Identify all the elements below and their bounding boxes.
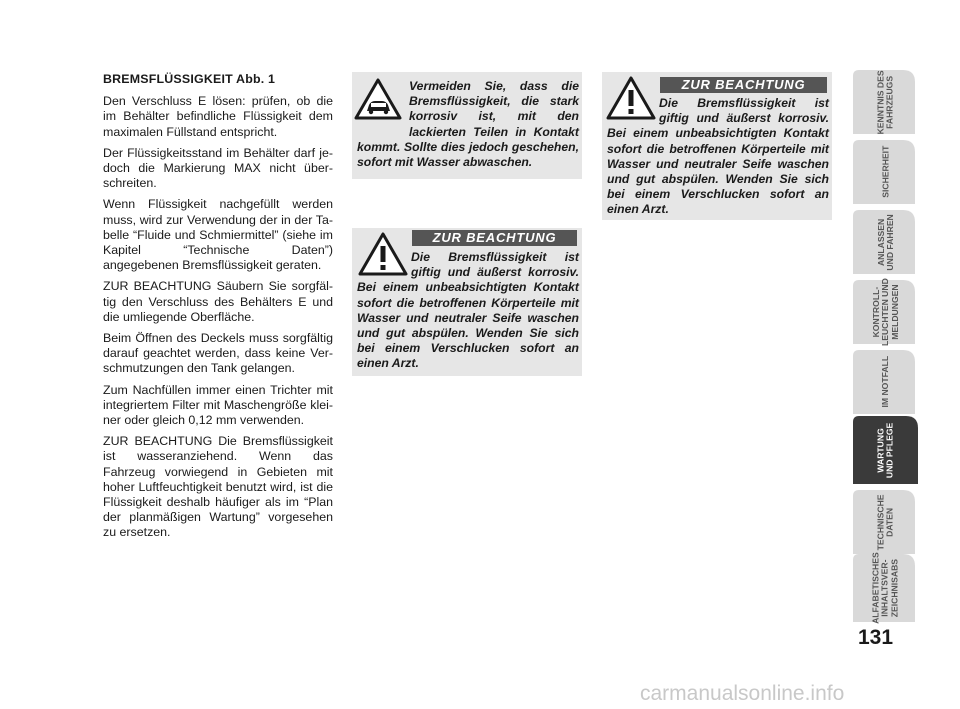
tab-label: KONTROLL- LEUCHTEN UND MELDUNGEN <box>870 278 900 346</box>
warning-banner: ZUR BEACHTUNG <box>660 77 827 93</box>
tab-kenntnis-des-fahrzeugs[interactable] <box>853 70 918 134</box>
toxic-warning-body: Die Bremsflüssigkeit ist giftig und äußerst korrosiv. Bei einem unbeabsichtigten Kontakt sofort die betroffenen Körperteile mit Wasser und neutraler Seife waschen und gut abspülen. Wenden Sie sich bei einem Verschlucken sofort an einen Arzt. <box>607 96 829 217</box>
paint-warning-text <box>357 79 579 179</box>
paragraph: Zum Nachfüllen immer einen Trichter mit integriertem Filter mit Maschengröße kleiner oder gleich 0,12 mm verwenden. <box>103 382 333 428</box>
section-heading: BREMSFLÜSSIGKEIT Abb. 1 <box>103 72 276 86</box>
page-number: 131 <box>857 626 894 649</box>
toxic-warning-text-middle <box>357 250 579 372</box>
paragraph: Der Flüssigkeitsstand im Behälter darf jedoch die Markierung MAX nicht überschreiten. <box>103 145 333 191</box>
tab-sicherheit[interactable] <box>853 140 918 204</box>
tab-im-notfall[interactable] <box>853 350 918 414</box>
tab-label: ANLASSEN UND FAHREN <box>875 213 895 271</box>
paragraph: Den Verschluss E lösen: prüfen, ob die im Behälter befindliche Flüssigkeit dem maximalen Füllstand entspricht. <box>103 94 333 139</box>
warning-banner: ZUR BEACHTUNG <box>412 230 577 246</box>
tab-anlassen-und-fahren[interactable] <box>853 210 918 274</box>
tab-label: SICHERHEIT <box>880 145 891 199</box>
paragraph: ZUR BEACHTUNG Säubern Sie sorgfältig den Verschluss des Behälters E und die umliegende Oberfläche. <box>103 279 333 324</box>
tab-label: WARTUNG UND PFLEGE <box>875 422 895 478</box>
paragraph: ZUR BEACHTUNG Die Bremsflüssigkeit ist wasseranziehend. Wenn das Fahrzeug vorwiegend in Gebieten mit hoher Luftfeuchtigkeit benutzt wird, ist die Flüssigkeit deshalb häufiger als im “Plan der planmäßigen Wartung” vorgesehen zu ersetzen. <box>103 434 333 540</box>
tab-wartung-und-pflege[interactable] <box>853 416 918 484</box>
tab-label: ALFABETISCHES INHALTSVER- ZEICHNISABS <box>870 552 900 624</box>
tab-kontrollleuchten[interactable] <box>853 280 918 344</box>
tab-label: IM NOTFALL <box>880 356 891 408</box>
main-text-column <box>103 72 333 547</box>
paragraph: Beim Öffnen des Deckels muss sorgfältig darauf geachtet werden, dass keine Verschmutzungen den Tank gelangen. <box>103 331 333 376</box>
tab-alfabetisches-inhaltsverzeichnis[interactable] <box>853 554 918 622</box>
watermark: carmanualsonline.info <box>640 682 845 705</box>
toxic-warning-text-right <box>607 96 829 218</box>
tab-label: TECHNISCHE DATEN <box>875 494 895 550</box>
toxic-warning-body: Die Bremsflüssigkeit ist giftig und äußerst korrosiv. Bei einem unbeabsichtigten Kontakt sofort die betroffenen Körperteile mit Wasser und neutraler Seife waschen und gut abspülen. Wenden Sie sich bei einem Verschlucken sofort an einen Arzt. <box>357 250 579 371</box>
tab-technische-daten[interactable] <box>853 490 918 554</box>
tab-label: KENNTNIS DES FAHRZEUGS <box>875 70 896 134</box>
paragraph: Wenn Flüssigkeit nachgefüllt werden muss, wird zur Verwendung der in der Tabelle “Fluide und Schmiermittel” (siehe im Kapitel “Technische Daten”) angegebenen Bremsflüssigkeit geraten. <box>103 197 333 273</box>
paint-warning-body: Vermeiden Sie, dass die Bremsflüssigkeit, die stark korrosiv ist, mit den lackierten Teilen in Kontakt kommt. Sollte dies jedoch geschehen, sofort mit Wasser abwaschen. <box>357 79 579 170</box>
